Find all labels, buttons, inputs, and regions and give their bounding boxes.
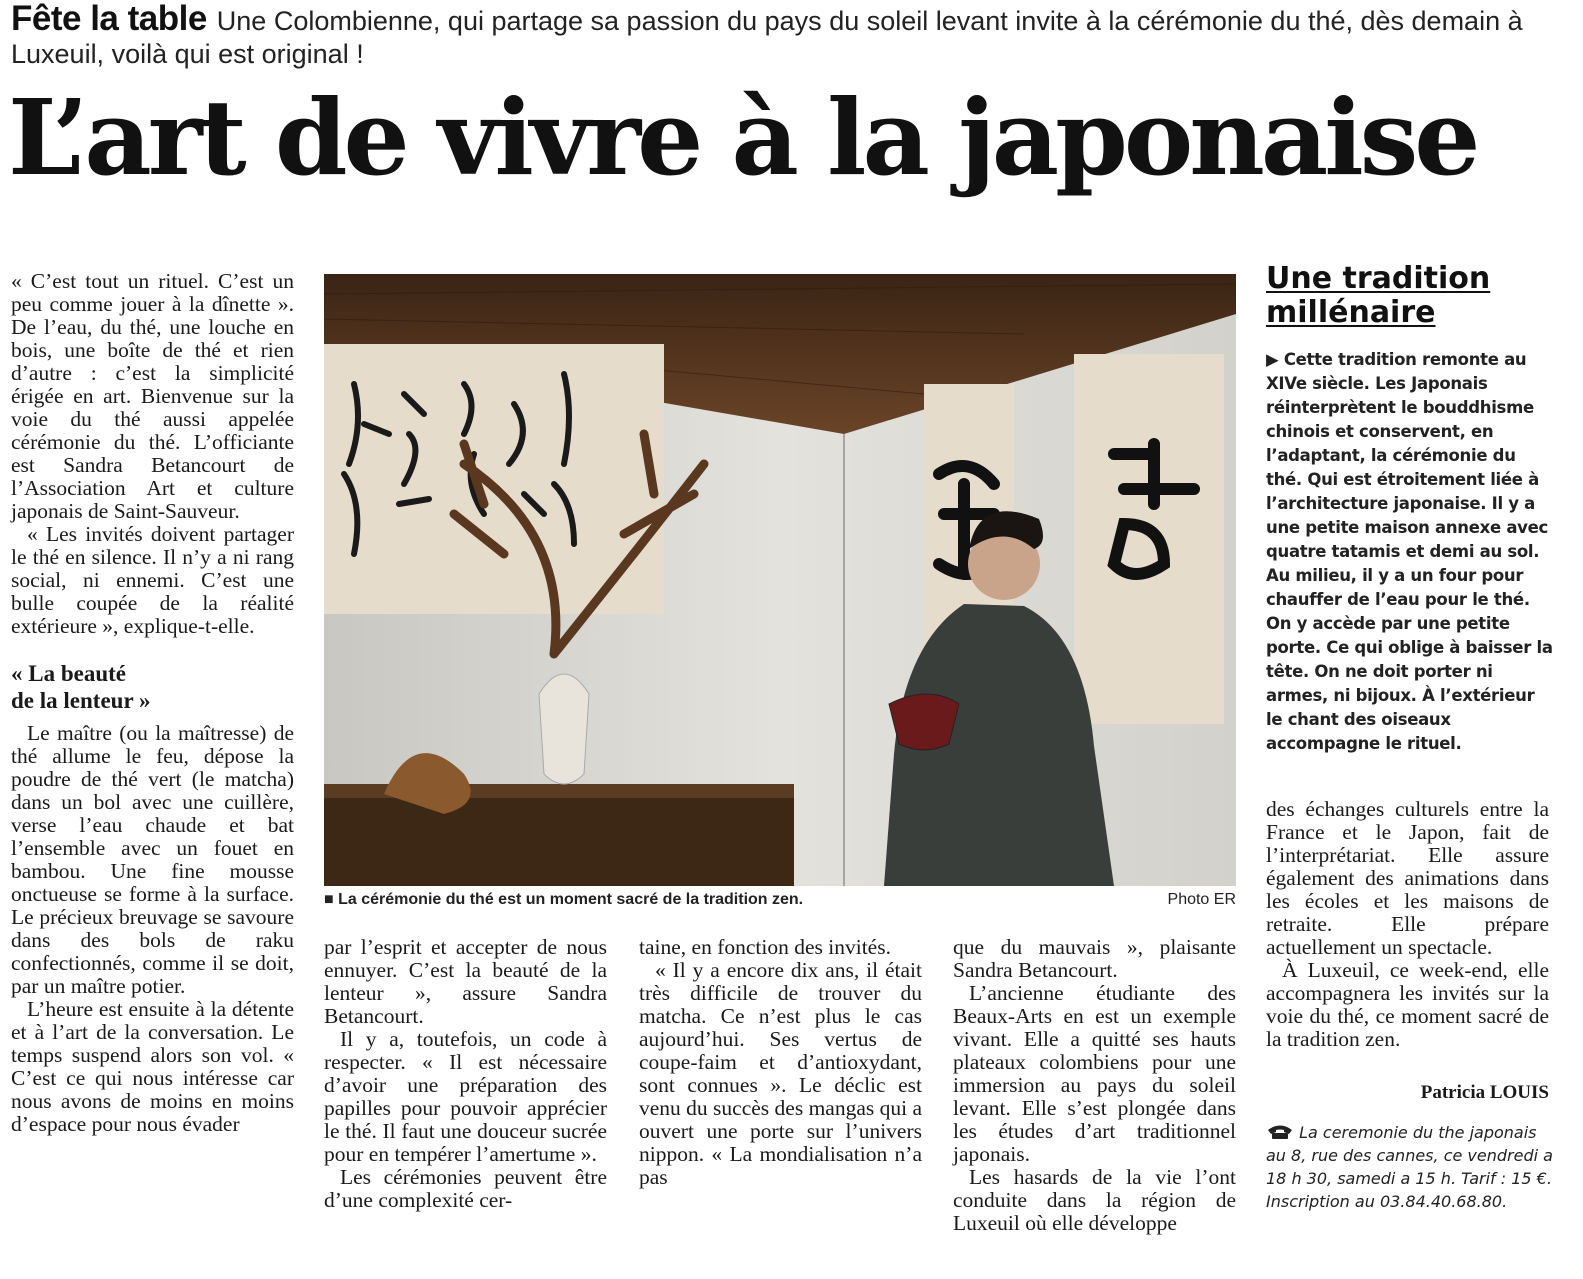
article-column-3 [639,936,922,1189]
photo-caption [324,891,1236,909]
paragraph: taine, en fonction des invités. [639,935,891,959]
bullet-triangle-icon: ▶ [1266,350,1279,369]
box-text: Cette tradition remonte au XIVe siècle. Les Japonais réinterprètent le bouddhisme chinois et conservent, en l’adaptant, la cérémonie du thé. Qui est étroitement liée à l’architecture japonaise. Il y a une petite maison annexe avec quatre tatamis et demi au sol. Au milieu, il y a un four pour chauffer de l’eau pour le thé. On y accède par une petite porte. Ce qui oblige à baisser la tête. On ne doit porter ni armes, ni bijoux. À l’extérieur le chant des oiseaux accompagne le rituel. [1266,350,1553,753]
tea-ceremony-photo [324,274,1236,886]
paragraph: « Les invités doivent partager le thé en silence. Il n’y a ni rang social, ni ennemi. C’est une bulle coupée de la réalité extérieure », explique-t-elle. [11,522,294,638]
paragraph: par l’esprit et accepter de nous ennuyer. C’est la beauté de la lenteur », assure Sandra Betancourt. [324,935,607,1028]
headline: L’art de vivre à la japonaise [8,76,1477,199]
paragraph: « C’est tout un rituel. C’est un peu comme jouer à la dînette ». De l’eau, du thé, une louche en bois, une boîte de thé et rien d’autre : c’est la simplicité érigée en art. Bienvenue sur la voie du thé aussi appelée cérémonie du thé. L’officiante est Sandra Betancourt de l’Association Art et culture japonais de Saint-Sauveur. [11,269,294,523]
subheading-line: de la lenteur » [11,688,151,713]
paragraph: Il y a, toutefois, un code à respecter. « Il est nécessaire d’avoir une préparation des papilles pour pouvoir apprécier le thé. Il faut une douceur sucrée pour en tempérer l’amertume ». [324,1027,607,1166]
paragraph: L’heure est ensuite à la détente et à l’art de la conversation. Le temps suspend alors son vol. « C’est ce qui nous intéresse car nous avons de moins en moins d’espace pour nous évader [11,997,294,1136]
box-title: Une tradition millénaire [1266,261,1491,330]
article-column-1 [11,270,294,1136]
paragraph: « Il y a encore dix ans, il était très difficile de trouver du matcha. Ce n’est plus le cas aujourd’hui. Ses vertus de coupe-faim et d’antioxydant, sont connues ». Le déclic est venu du succès des mangas qui a ouvert une porte sur l’univers nippon. « La mondialisation n’a pas [639,958,923,1189]
section-label: Fête la table [11,0,207,38]
paragraph: À Luxeuil, ce week-end, elle accompagnera les invités sur la voie du thé, ce moment sacré de la tradition zen. [1266,958,1549,1051]
article-column-5 [1266,798,1549,1051]
paragraph: Le maître (ou la maîtresse) de thé allume le feu, dépose la poudre de thé vert (le matcha) dans un bol avec une cuillère, verse l’eau chaude et bat l’ensemble avec un fouet en bambou. Une fine mousse onctueuse se forme à la surface. Le précieux breuvage se savoure dans des bols de raku confectionnés, comme il se doit, par un maître potier. [11,721,294,998]
author-byline: Patricia LOUIS [1420,1082,1549,1103]
box-text-block [1266,348,1554,756]
subheading-line: « La beauté [11,661,126,686]
article-column-2 [324,936,607,1212]
paragraph: Les cérémonies peuvent être d’une complexité cer- [324,1165,607,1212]
paragraph: que du mauvais », plaisante Sandra Betancourt. [953,935,1236,982]
phone-icon [1266,1124,1294,1140]
practical-info [1266,1121,1558,1213]
subheading [11,660,294,714]
caption-square-icon: ■ [324,891,334,908]
photo-credit: Photo ER [1167,891,1236,908]
paragraph: des échanges culturels entre la France et le Japon, fait de l’interprétariat. Elle assure également des animations dans les écoles et les maisons de retraite. Elle prépare actuellement un spectacle. [1266,797,1549,959]
kicker [11,2,1571,71]
paragraph: Les hasards de la vie l’ont conduite dans la région de Luxeuil où elle développe [953,1165,1236,1235]
article-photo [324,274,1236,886]
paragraph: L’ancienne étudiante des Beaux-Arts en est un exemple vivant. Elle a quitté ses hauts plateaux colombiens pour une immersion au pays du soleil levant. Elle s’est plongée dans les études d’art traditionnel japonais. [953,981,1236,1166]
info-text: La ceremonie du the japonais au 8, rue des cannes, ce vendredi a 18 h 30, samedi a 15 h. Tarif : 15 €. Inscription au 03.84.40.68.80. [1266,1123,1553,1211]
article-column-4 [953,936,1236,1235]
kicker-text: Une Colombienne, qui partage sa passion du pays du soleil levant invite à la cérémonie du thé, dès demain à Luxeuil, voilà qui est original ! [11,6,1523,69]
caption-text: La cérémonie du thé est un moment sacré de la tradition zen. [338,891,804,908]
